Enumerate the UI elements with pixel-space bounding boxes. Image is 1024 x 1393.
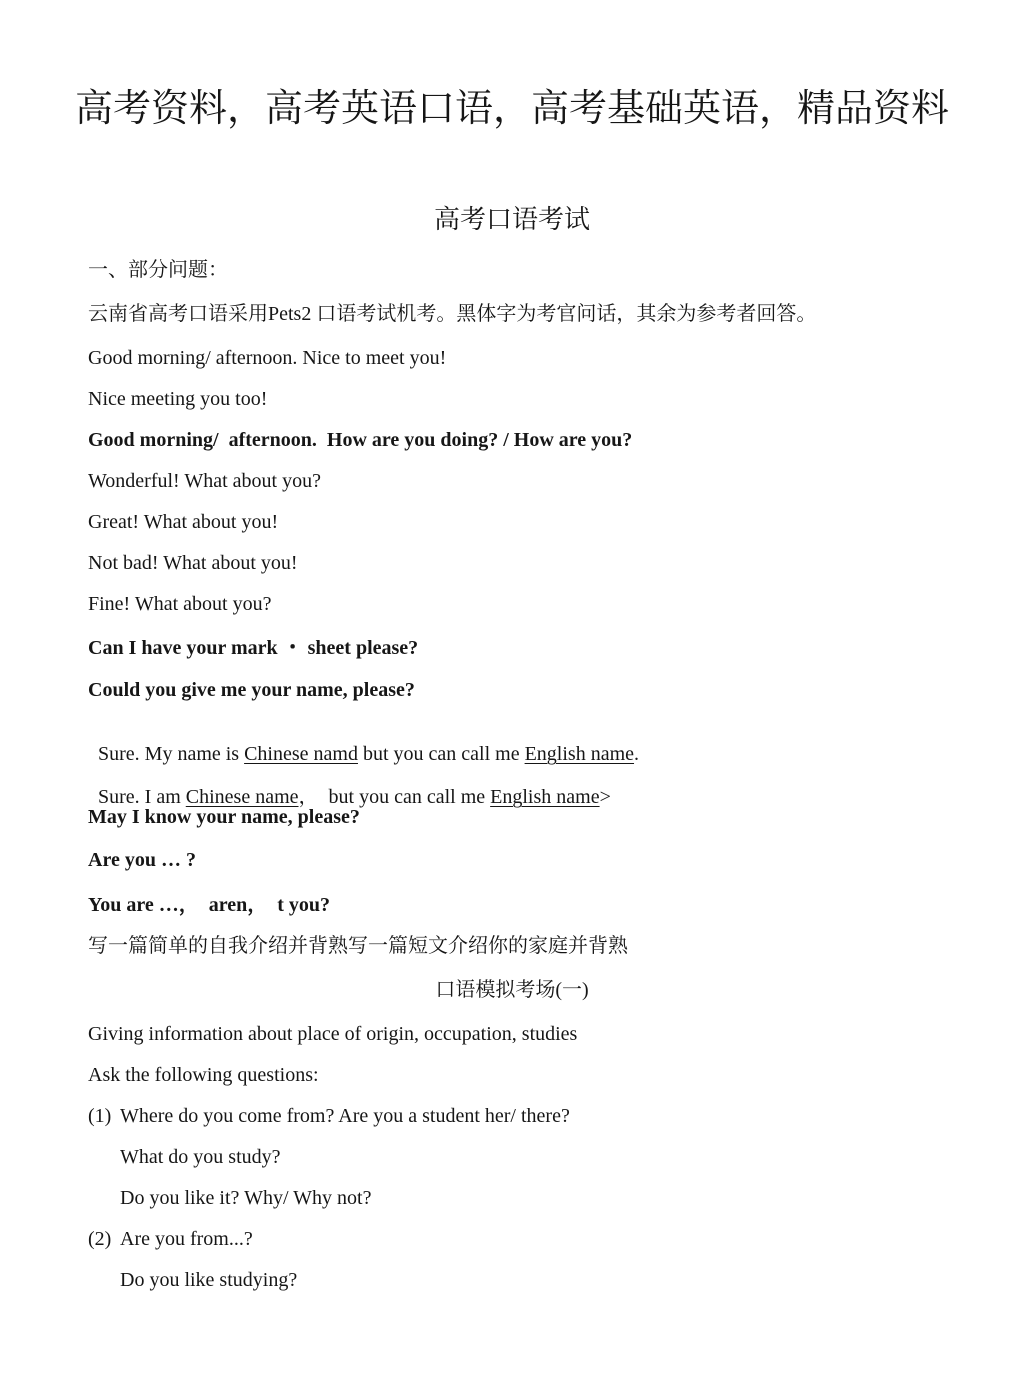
answer-text: ， but you can call me	[298, 786, 491, 808]
exam-title: 高考口语考试	[433, 205, 590, 234]
section-heading: 一、部分问题：	[88, 259, 228, 281]
answer-text: but you can call me	[357, 743, 525, 765]
examiner-question: Can I have your mark ・ sheet please?	[88, 637, 419, 659]
question-line: Do you like studying?	[120, 1269, 298, 1291]
document-header-title: 高考资料，高考英语口语，高考基础英语，精品资料	[74, 88, 949, 130]
answer-text: >	[599, 786, 611, 808]
mock-exam-title: 口语模拟考场(一)	[435, 979, 589, 1001]
question-line: Do you like it? Why/ Why not?	[120, 1187, 372, 1209]
placeholder-chinese-name: Chinese namd	[244, 743, 358, 765]
candidate-answer	[88, 761, 611, 809]
examiner-question: May I know your name, please?	[88, 806, 360, 828]
placeholder-chinese-name: Chinese name	[185, 786, 299, 808]
examiner-question: You are …， aren， t you?	[88, 894, 331, 916]
candidate-answer: Great! What about you!	[88, 511, 279, 533]
question-number: (1)	[88, 1105, 112, 1127]
section-intro: 云南省高考口语采用Pets2 口语考试机考。黑体字为考官问话，其余为参考者回答。	[88, 303, 817, 325]
examiner-question: Good morning/ afternoon. How are you doing? / How are you?	[88, 429, 633, 451]
writing-task: 写一篇简单的自我介绍并背熟写一篇短文介绍你的家庭并背熟	[88, 935, 628, 957]
question-number: (2)	[88, 1228, 112, 1250]
candidate-answer	[88, 718, 639, 766]
mock-exam-topic: Giving information about place of origin, occupation, studies	[88, 1023, 578, 1045]
question-line: What do you study?	[120, 1146, 281, 1168]
placeholder-english-name: English name	[524, 743, 635, 765]
question-line: Are you from...?	[120, 1228, 253, 1250]
candidate-answer: Nice meeting you too!	[88, 388, 268, 410]
answer-text: .	[634, 743, 640, 765]
examiner-greeting: Good morning/ afternoon. Nice to meet you!	[88, 347, 447, 369]
answer-text: Sure. I am	[98, 786, 186, 808]
examiner-question: Could you give me your name, please?	[88, 679, 415, 701]
answer-text: Sure. My name is	[98, 743, 245, 765]
examiner-question: Are you … ?	[88, 849, 196, 871]
placeholder-english-name: English name	[490, 786, 600, 808]
candidate-answer: Fine! What about you?	[88, 593, 272, 615]
question-line: Where do you come from? Are you a student her/ there?	[120, 1105, 570, 1127]
mock-exam-instruction: Ask the following questions:	[88, 1064, 319, 1086]
candidate-answer: Not bad! What about you!	[88, 552, 298, 574]
candidate-answer: Wonderful! What about you?	[88, 470, 321, 492]
